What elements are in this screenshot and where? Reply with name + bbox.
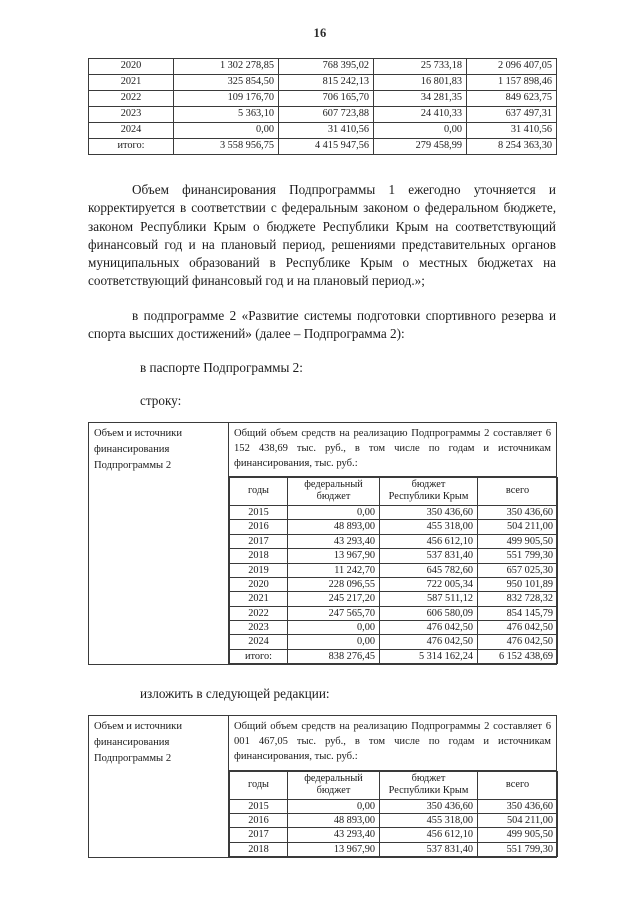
passport-label-line-3: Подпрограммы 2 [94,753,172,765]
cell-total: 1 157 898,46 [467,75,557,91]
table-row-total [230,649,558,663]
paragraph-new-wording: изложить в следующей редакции: [140,686,330,702]
cell-total: 350 436,60 [478,506,558,520]
cell-total: 854 145,79 [478,606,558,620]
cell-passport-intro [229,716,557,770]
cell-year: 2021 [89,75,174,91]
cell-total: 657 025,30 [478,563,558,577]
cell-federal: 3 558 956,75 [174,139,279,155]
cell-crimea: 815 242,13 [279,75,374,91]
cell-crimea: 537 831,40 [380,549,478,563]
paragraph-financing-note: Объем финансирования Подпрограммы 1 ежегодно уточняется и корректируется в соответствии с федеральным законом о федеральном бюджете, законом Республики Крым о бюджете Республики Крым на соответствующий финансовый год и на плановый период, решениями представительных органов муниципальных образований в Республике Крым о местных бюджетах на соответствующий финансовый год и на плановый период.»; [88,182,556,289]
table-body [230,771,558,857]
cell-federal: 1 302 278,85 [174,59,279,75]
spacer [88,410,556,422]
spacer [88,291,556,307]
passport-intro-text: Общий объем средств на реализацию Подпрограммы 2 составляет 6 001 467,05 тыс. руб., в том числе по годам и источникам финансирования, тыс. руб.: [234,721,551,763]
cell-year: 2016 [230,520,288,534]
cell-crimea: 455 318,00 [380,813,478,827]
cell-crimea: 606 580,09 [380,606,478,620]
cell-crimea: 350 436,60 [380,799,478,813]
cell-year: 2017 [230,534,288,548]
cell-year: итого: [230,649,288,663]
header-federal-line-2: бюджет [316,785,351,797]
table-row [89,422,557,476]
table-body [230,477,558,663]
cell-federal: 0,00 [288,635,380,649]
cell-local: 279 458,99 [374,139,467,155]
cell-crimea: 455 318,00 [380,520,478,534]
cell-total: 504 211,00 [478,520,558,534]
table-row [230,577,558,591]
cell-federal: 228 096,55 [288,577,380,591]
cell-year: 2022 [89,91,174,107]
cell-total: 8 254 363,30 [467,139,557,155]
cell-year: 2022 [230,606,288,620]
spacer [88,378,556,392]
header-crimea-line-2: Республики Крым [388,785,469,797]
cell-year: 2018 [230,549,288,563]
table-header-row [230,771,558,799]
financing-table-subprogram-1 [88,58,557,155]
cell-yearly-breakdown [229,770,557,858]
cell-total: 832 728,32 [478,592,558,606]
header-years: годы [230,477,288,505]
cell-crimea: 768 395,02 [279,59,374,75]
cell-federal: 11 242,70 [288,563,380,577]
document-content [88,58,556,858]
cell-local: 24 410,33 [374,107,467,123]
table-row [89,91,557,107]
cell-total: 499 905,50 [478,828,558,842]
cell-crimea: 607 723,88 [279,107,374,123]
cell-crimea: 645 782,60 [380,563,478,577]
table-row [230,592,558,606]
cell-year: 2015 [230,506,288,520]
table-row-total [89,139,557,155]
cell-year: 2017 [230,828,288,842]
cell-total: 551 799,30 [478,842,558,856]
header-crimea-budget [380,477,478,505]
header-crimea-line-1: бюджет [411,478,446,490]
cell-federal: 838 276,45 [288,649,380,663]
header-crimea-line-1: бюджет [411,772,446,784]
table-row [230,635,558,649]
passport-table-new [88,715,557,858]
cell-federal: 325 854,50 [174,75,279,91]
cell-crimea: 456 612,10 [380,828,478,842]
cell-federal: 0,00 [288,621,380,635]
table-body [89,422,557,664]
table-body [89,716,557,858]
paragraph-stroku: строку: [140,392,182,408]
cell-year: 2016 [230,813,288,827]
header-federal-line-1: федеральный [304,478,363,490]
cell-total: 476 042,50 [478,635,558,649]
table-row [230,506,558,520]
cell-local: 16 801,83 [374,75,467,91]
passport-table-current [88,422,557,665]
passport-intro-text: Общий объем средств на реализацию Подпрограммы 2 составляет 6 152 438,69 тыс. руб., в том числе по годам и источникам финансирования, тыс. руб.: [234,427,551,469]
cell-crimea: 4 415 947,56 [279,139,374,155]
table-row [230,534,558,548]
header-federal-line-1: федеральный [304,772,363,784]
cell-local: 25 733,18 [374,59,467,75]
cell-yearly-breakdown [229,476,557,664]
table-row [89,107,557,123]
cell-federal: 0,00 [288,506,380,520]
cell-year: итого: [89,139,174,155]
cell-passport-label [89,716,229,858]
paragraph-subprogram-2-intro: в подпрограмме 2 «Развитие системы подготовки спортивного резерва и спорта высших достижений» (далее – Подпрограмма 2): [88,307,556,341]
paragraph-passport: в паспорте Подпрограммы 2: [140,360,303,376]
table-row [89,716,557,770]
spacer [88,665,556,685]
table-row [89,59,557,75]
cell-federal: 43 293,40 [288,828,380,842]
cell-crimea: 31 410,56 [279,123,374,139]
cell-federal: 5 363,10 [174,107,279,123]
yearly-breakdown-table [229,477,558,664]
table-row [89,75,557,91]
header-federal-budget [288,477,380,505]
spacer [88,155,556,181]
cell-year: 2015 [230,799,288,813]
cell-crimea: 722 005,34 [380,577,478,591]
table-row [230,621,558,635]
table-header-row [230,477,558,505]
header-crimea-line-2: Республики Крым [388,491,469,503]
cell-year: 2020 [89,59,174,75]
cell-total: 6 152 438,69 [478,649,558,663]
table-row [230,813,558,827]
cell-crimea: 350 436,60 [380,506,478,520]
cell-year: 2018 [230,842,288,856]
cell-passport-intro [229,422,557,476]
cell-year: 2024 [230,635,288,649]
cell-local: 0,00 [374,123,467,139]
table-row [230,842,558,856]
cell-year: 2019 [230,563,288,577]
header-federal-line-2: бюджет [316,491,351,503]
header-total: всего [478,771,558,799]
cell-total: 2 096 407,05 [467,59,557,75]
cell-total: 499 905,50 [478,534,558,548]
cell-federal: 0,00 [288,799,380,813]
table-row [230,549,558,563]
page-number: 16 [313,26,327,40]
cell-federal: 48 893,00 [288,813,380,827]
cell-crimea: 476 042,50 [380,635,478,649]
passport-label-line-2: финансирования [94,443,170,455]
yearly-breakdown-table [229,771,558,858]
cell-total: 849 623,75 [467,91,557,107]
spacer [88,703,556,715]
cell-total: 504 211,00 [478,813,558,827]
table-row [230,799,558,813]
cell-total: 350 436,60 [478,799,558,813]
cell-federal: 245 217,20 [288,592,380,606]
cell-crimea: 456 612,10 [380,534,478,548]
cell-crimea: 476 042,50 [380,621,478,635]
passport-label-line-2: финансирования [94,737,170,749]
cell-federal: 48 893,00 [288,520,380,534]
cell-federal: 13 967,90 [288,549,380,563]
cell-federal: 109 176,70 [174,91,279,107]
cell-total: 637 497,31 [467,107,557,123]
cell-year: 2024 [89,123,174,139]
cell-crimea: 706 165,70 [279,91,374,107]
table-row [230,828,558,842]
cell-crimea: 537 831,40 [380,842,478,856]
cell-federal: 0,00 [174,123,279,139]
cell-federal: 247 565,70 [288,606,380,620]
cell-total: 476 042,50 [478,621,558,635]
cell-local: 34 281,35 [374,91,467,107]
cell-total: 950 101,89 [478,577,558,591]
passport-label-line-1: Объем и источники [94,721,182,733]
cell-crimea: 5 314 162,24 [380,649,478,663]
cell-total: 31 410,56 [467,123,557,139]
cell-year: 2021 [230,592,288,606]
table-row [89,123,557,139]
cell-year: 2023 [230,621,288,635]
cell-federal: 13 967,90 [288,842,380,856]
header-federal-budget [288,771,380,799]
passport-label-line-1: Объем и источники [94,427,182,439]
table-row [230,520,558,534]
header-crimea-budget [380,771,478,799]
cell-year: 2020 [230,577,288,591]
header-total: всего [478,477,558,505]
table-body [89,59,557,155]
cell-crimea: 587 511,12 [380,592,478,606]
table-row [230,606,558,620]
cell-passport-label [89,422,229,664]
header-years: годы [230,771,288,799]
cell-year: 2023 [89,107,174,123]
spacer [88,343,556,359]
passport-label-line-3: Подпрограммы 2 [94,459,172,471]
cell-federal: 43 293,40 [288,534,380,548]
table-row [230,563,558,577]
cell-total: 551 799,30 [478,549,558,563]
